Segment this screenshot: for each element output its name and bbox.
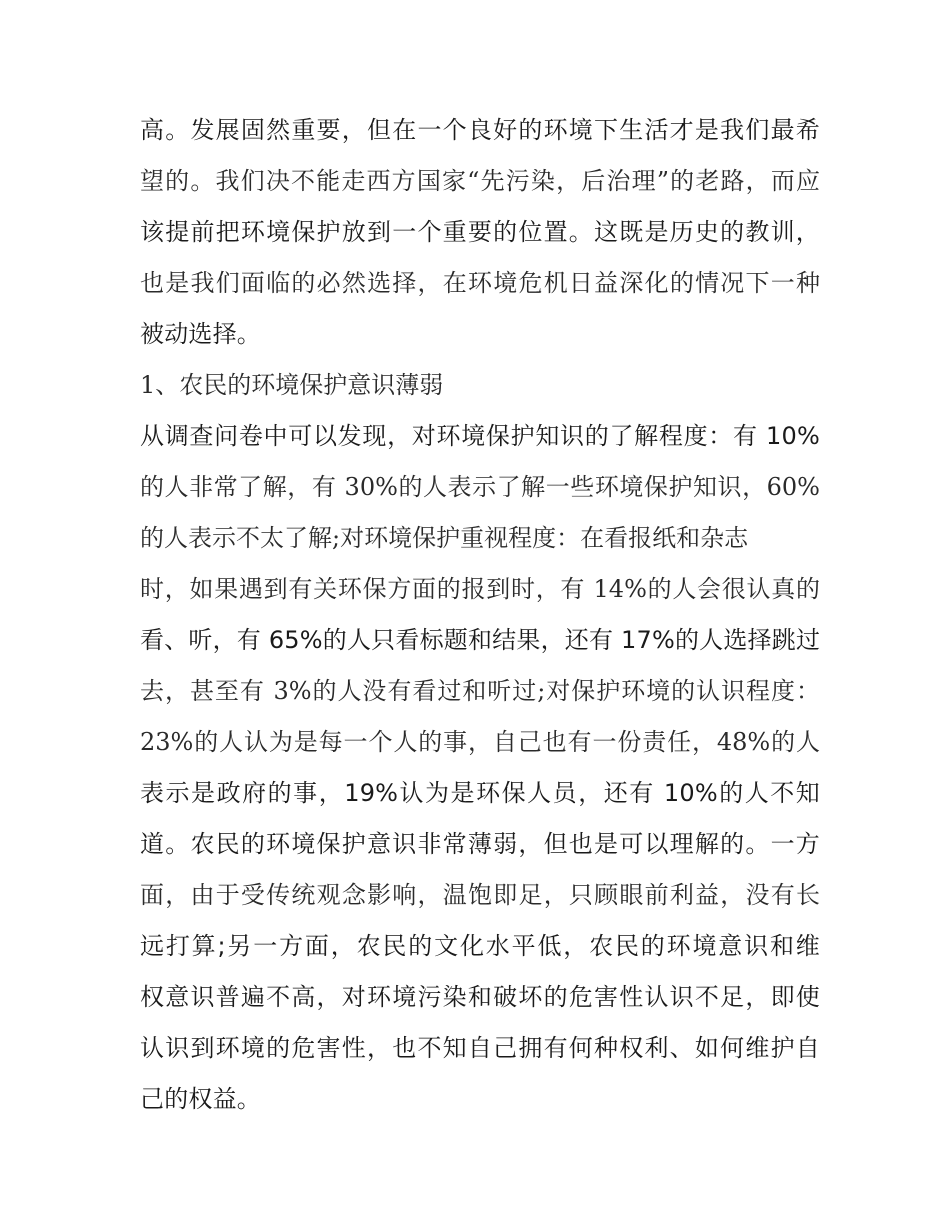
paragraph-line: 被动选择。: [140, 320, 261, 348]
paragraph-line: 权意识普遍不高，对环境污染和破坏的危害性认识不足，即使: [140, 983, 820, 1011]
paragraph-line: 看、听，有 65%的人只看标题和结果，还有 17%的人选择跳过: [140, 626, 820, 654]
paragraph-line: 也是我们面临的必然选择，在环境危机日益深化的情况下一种: [140, 269, 820, 297]
paragraph-line: 的人表示不太了解;对环境保护重视程度：在看报纸和杂志: [140, 524, 749, 552]
paragraph-line: 望的。我们决不能走西方国家“先污染，后治理”的老路，而应: [140, 167, 820, 195]
paragraph-line: 认识到环境的危害性，也不知自己拥有何种权利、如何维护自: [140, 1034, 820, 1062]
paragraph-line: 该提前把环境保护放到一个重要的位置。这既是历史的教训，: [140, 218, 820, 246]
paragraph-line: 去，甚至有 3%的人没有看过和听过;对保护环境的认识程度：: [140, 677, 820, 705]
paragraph-line: 的人非常了解，有 30%的人表示了解一些环境保护知识，60%: [140, 473, 820, 501]
paragraph-line: 时，如果遇到有关环保方面的报到时，有 14%的人会很认真的: [140, 575, 820, 603]
paragraph-line: 高。发展固然重要，但在一个良好的环境下生活才是我们最希: [140, 116, 820, 144]
paragraph-line: 远打算;另一方面，农民的文化水平低，农民的环境意识和维: [140, 932, 820, 960]
paragraph-line: 从调查问卷中可以发现，对环境保护知识的了解程度：有 10%: [140, 422, 820, 450]
paragraph-line: 表示是政府的事，19%认为是环保人员，还有 10%的人不知: [140, 779, 820, 807]
paragraph-line: 己的权益。: [140, 1085, 261, 1113]
paragraph-line: 面，由于受传统观念影响，温饱即足，只顾眼前利益，没有长: [140, 881, 820, 909]
section-heading: 1、农民的环境保护意识薄弱: [140, 371, 444, 399]
paragraph-line: 23%的人认为是每一个人的事，自己也有一份责任，48%的人: [140, 728, 820, 756]
paragraph-line: 道。农民的环境保护意识非常薄弱，但也是可以理解的。一方: [140, 830, 820, 858]
